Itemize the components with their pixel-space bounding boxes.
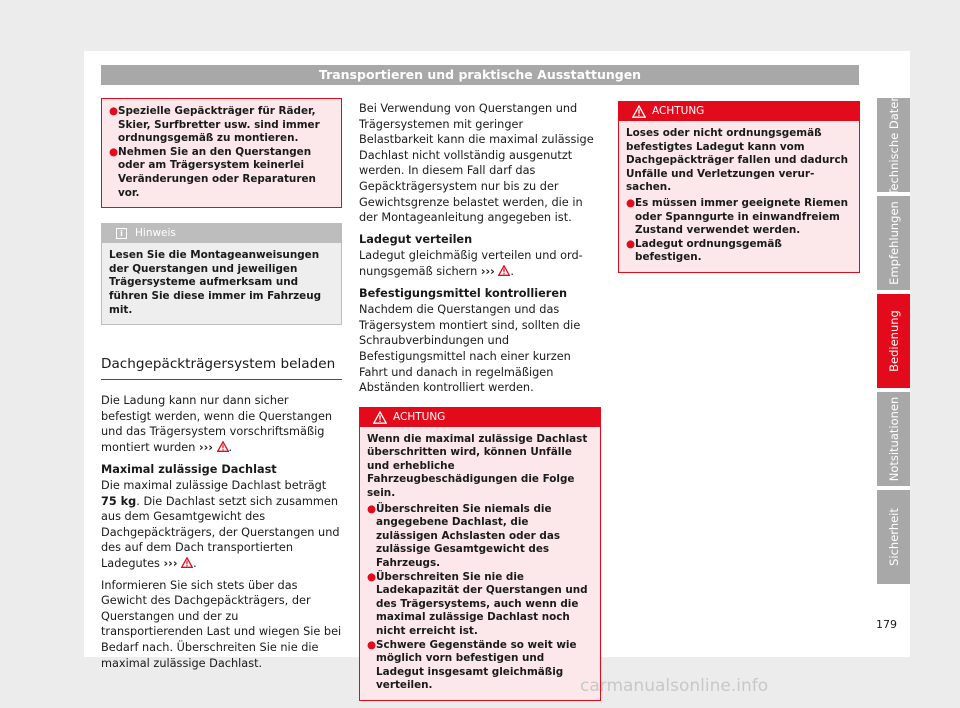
info-icon: i — [116, 228, 127, 239]
reference-arrows[interactable]: ››› — [163, 557, 178, 571]
list-item: ● Nehmen Sie an den Querstangen oder am Trägersystem keinerlei Veränderungen oder Reparaturen vor. — [109, 145, 316, 199]
bullet-icon: ● — [626, 196, 636, 209]
warning-triangle-icon — [217, 441, 229, 452]
list-item: ● Spezielle Gepäckträger für Räder, Skier, Surfbretter usw. sind immer ordnungsgemäß zu montieren. — [109, 105, 320, 145]
reference-arrows[interactable]: ››› — [198, 440, 213, 454]
load-heading: Ladegut verteilen — [359, 232, 473, 246]
warning-triangle-icon — [632, 105, 646, 118]
hint-box — [101, 223, 342, 325]
list-item: ● Überschreiten Sie nie die Ladekapazität der Querstangen und des Trägersystems, auch wenn die maximal zulässige Dachlast noch nicht erreicht ist. — [367, 570, 588, 637]
hint-header: i Hinweis — [102, 224, 341, 243]
bullet-icon: ● — [367, 570, 377, 583]
bullet-icon: ● — [109, 145, 119, 158]
column-1 — [101, 98, 342, 677]
tab-notsituationen[interactable]: Notsituationen — [877, 392, 910, 486]
list-item: ● Ladegut ordnungsgemäß befestigen. — [626, 237, 782, 264]
max-load-paragraph: Die maximal zulässige Dachlast beträgt 75 kg. Die Dachlast setzt sich zusammen aus dem Gesamtgewicht des Dachgepäckträgers, der Querstangen und des auf dem Dach transportierten Ladegutes ››› . — [101, 479, 340, 571]
column-2 — [359, 101, 601, 701]
bullet-icon: ● — [109, 105, 119, 117]
warning-box — [359, 407, 601, 701]
warning-header: ACHTUNG — [619, 102, 859, 121]
max-load-heading: Maximal zulässige Dachlast — [101, 462, 277, 476]
warning-header: ACHTUNG — [360, 408, 600, 427]
tab-bedienung[interactable]: Bedienung — [877, 294, 910, 388]
page-number: 179 — [876, 618, 897, 631]
bullet-icon: ● — [626, 237, 636, 250]
warning-continued-box — [101, 98, 342, 208]
page-header: Transportieren und praktische Ausstattungen — [101, 65, 859, 85]
warning-intro: Loses oder nicht ordnungsgemäß befestigtes Ladegut kann vom Dachgepäckträger fallen und dadurch Unfälle und Verletzungen verursachen. — [626, 127, 849, 194]
list-item: ● Schwere Gegenstände so weit wie möglich vorn befestigen und Ladegut insgesamt gleichmäßig verteilen. — [367, 638, 577, 692]
max-load-value: 75 kg — [101, 494, 137, 508]
warning-triangle-icon — [181, 557, 193, 568]
tab-empfehlungen[interactable]: Empfehlungen — [877, 196, 910, 290]
bullet-icon: ● — [367, 638, 377, 651]
bullet-icon: ● — [367, 502, 377, 515]
list-item: ● Es müssen immer geeignete Riemen oder Spanngurte in einwandfreiem Zustand verwendet werden. — [626, 196, 849, 237]
intro-paragraph: Die Ladung kann nur dann sicher befestigt werden, wenn die Querstangen und das Trägersystem vorschriftsmäßig montiert wurden ››› . — [101, 394, 333, 454]
load-paragraph: Ladegut gleichmäßig verteilen und ordnungsgemäß sichern ››› . — [359, 249, 583, 278]
paragraph: Bei Verwendung von Querstangen und Trägersystemen mit geringer Belastbarkeit kann die maximal zulässige Dachlast nicht vollständig ausgenutzt werden. In diesem Fall darf das Gepäckträgersystem nur bis zu der Gewichtsgrenze belastet werden, die in der Montageanleitung angegeben ist. — [359, 102, 594, 225]
section-title: Dachgepäckträgersystem beladen — [101, 355, 342, 380]
warning-box — [618, 101, 860, 273]
fix-heading: Befestigungsmittel kontrollieren — [359, 286, 568, 300]
column-3 — [618, 101, 860, 273]
tab-technische-daten[interactable]: Technische Daten — [877, 98, 910, 192]
reference-arrows[interactable]: ››› — [480, 264, 495, 278]
tab-sicherheit[interactable]: Sicherheit — [877, 490, 910, 584]
warning-intro: Wenn die maximal zulässige Dachlast überschritten wird, können Unfälle und erhebliche Fahrzeugbeschädigungen die Folge sein. — [367, 432, 588, 500]
warning-triangle-icon — [498, 265, 510, 276]
hint-text: Lesen Sie die Montageanweisungen der Querstangen und jeweiligen Trägersysteme aufmerksam und führen Sie diese immer im Fahrzeug mit. — [109, 249, 322, 316]
list-item: ● Überschreiten Sie niemals die angegebene Dachlast, die zulässigen Achslasten oder das zulässige Gesamtgewicht des Fahrzeugs. — [367, 502, 561, 570]
fix-paragraph: Nachdem die Querstangen und das Trägersystem montiert sind, sollten die Schraubverbindungen und Befestigungsmittel nach einer kurzen Fahrt und danach in regelmäßigen Abständen kontrolliert werden. — [359, 303, 581, 395]
warning-triangle-icon — [373, 411, 387, 424]
info-paragraph: Informieren Sie sich stets über das Gewicht des Dachgepäckträgers, der Querstangen und der zu transportierenden Last und wiegen Sie bei Bedarf nach. Überschreiten Sie nie die maximal zulässige Dachlast. — [101, 578, 342, 670]
watermark: carmanualsonline.info — [580, 676, 769, 696]
